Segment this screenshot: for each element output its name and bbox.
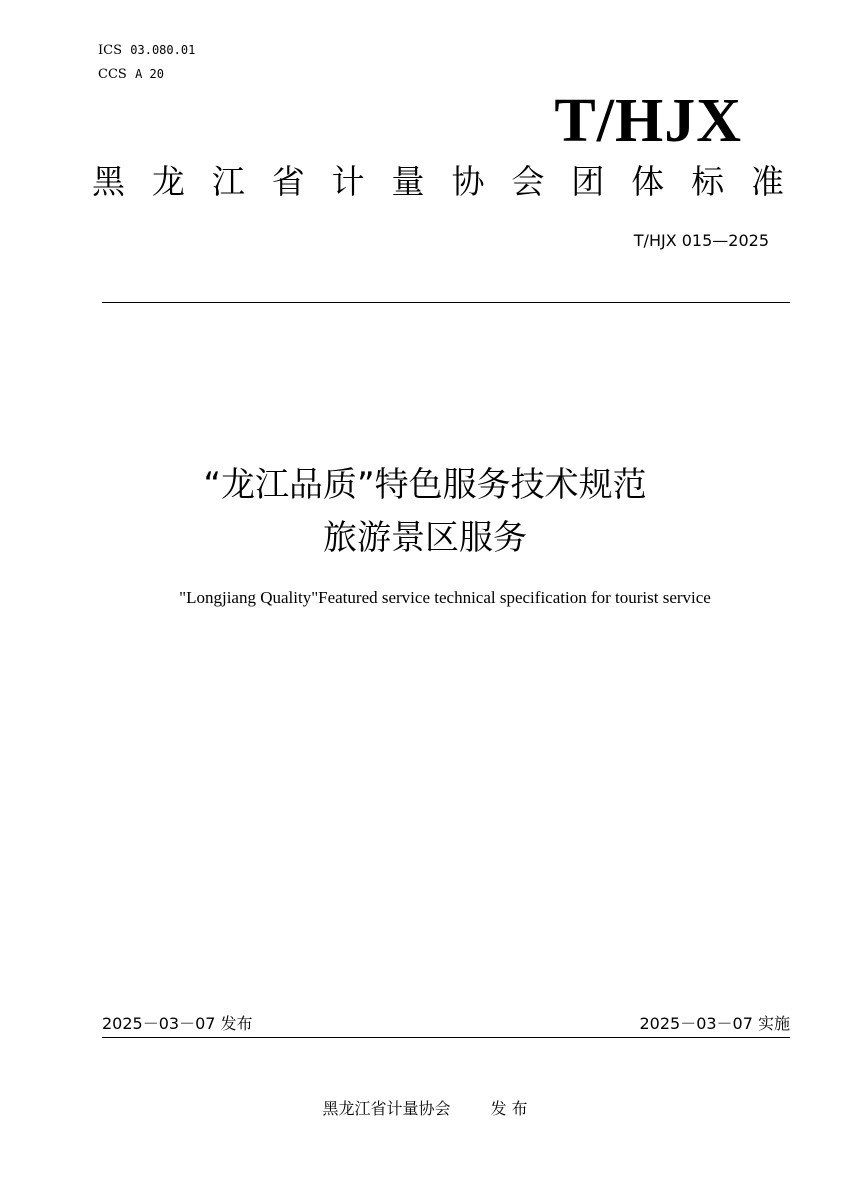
ics-value: 03.080.01	[130, 43, 196, 57]
ccs-classification	[98, 66, 164, 83]
ccs-value: A 20	[135, 67, 164, 81]
issue-date: 2025－03－07 发布	[102, 1014, 253, 1033]
standard-logo: T/HJX	[554, 87, 742, 155]
assoc-char: 体	[631, 162, 665, 201]
publisher-name: 黑龙江省计量协会	[322, 1099, 451, 1118]
publisher-line	[0, 1098, 850, 1120]
assoc-char: 协	[451, 162, 485, 201]
assoc-char: 标	[691, 162, 725, 201]
assoc-char: 准	[750, 162, 784, 201]
association-standard-title	[92, 158, 784, 206]
assoc-char: 量	[391, 162, 425, 201]
assoc-char: 黑	[92, 162, 125, 201]
top-divider	[102, 302, 790, 303]
implementation-date: 2025－03－07 实施	[639, 1014, 790, 1033]
document-title-line2: 旅游景区服务	[323, 518, 527, 558]
assoc-char: 江	[211, 162, 245, 201]
assoc-char: 计	[331, 162, 365, 201]
document-title-line1: “龙江品质”特色服务技术规范	[203, 465, 647, 505]
english-title: "Longjiang Quality"Featured service technical specification for tourist service	[179, 588, 711, 607]
ics-label: ICS	[98, 43, 122, 58]
ccs-label: CCS	[98, 67, 127, 82]
assoc-char: 会	[511, 162, 545, 201]
assoc-char: 省	[271, 162, 305, 201]
bottom-divider	[102, 1037, 790, 1038]
standard-number: T/HJX 015—2025	[633, 231, 769, 250]
assoc-char: 团	[571, 162, 605, 201]
publish-action: 发 布	[490, 1099, 528, 1118]
assoc-char: 龙	[151, 162, 185, 201]
ics-classification	[98, 42, 195, 59]
